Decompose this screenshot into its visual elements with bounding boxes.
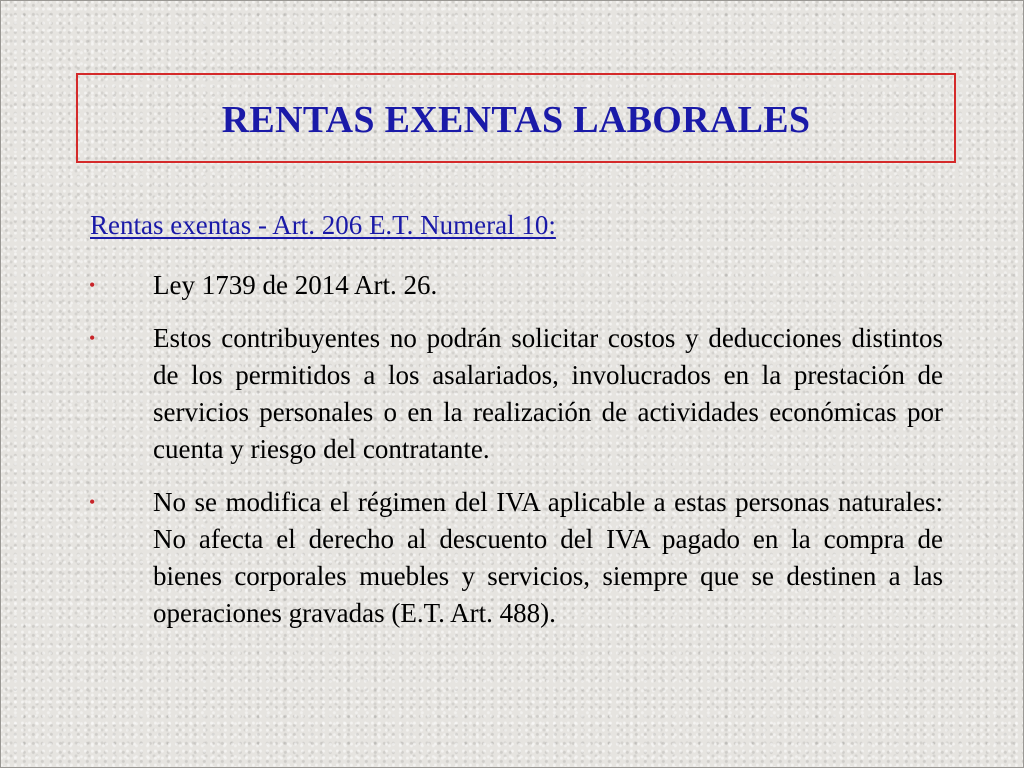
bullet-item [89,320,943,468]
bullet-list [89,267,943,648]
bullet-marker: • [89,328,96,348]
bullet-item [89,267,943,304]
bullet-text: No se modifica el régimen del IVA aplicable a estas personas naturales: No afecta el derecho al descuento del IVA pagado en la compra de bienes corporales muebles y servicios, siempre que se destinen a las operaciones gravadas (E.T. Art. 488). [153,487,943,628]
bullet-text: Estos contribuyentes no podrán solicitar costos y deducciones distintos de los permitidos a los asalariados, involucrados en la prestación de servicios personales o en la realización de actividades económicas por cuenta y riesgo del contratante. [153,323,943,464]
slide-title: RENTAS EXENTAS LABORALES [221,99,811,141]
bullet-item [89,484,943,632]
bullet-marker: • [89,275,96,295]
bullet-marker: • [89,492,96,512]
bullet-text: Ley 1739 de 2014 Art. 26. [153,270,438,300]
slide-subtitle: Rentas exentas - Art. 206 E.T. Numeral 10: [90,210,556,240]
title-box [76,73,956,163]
